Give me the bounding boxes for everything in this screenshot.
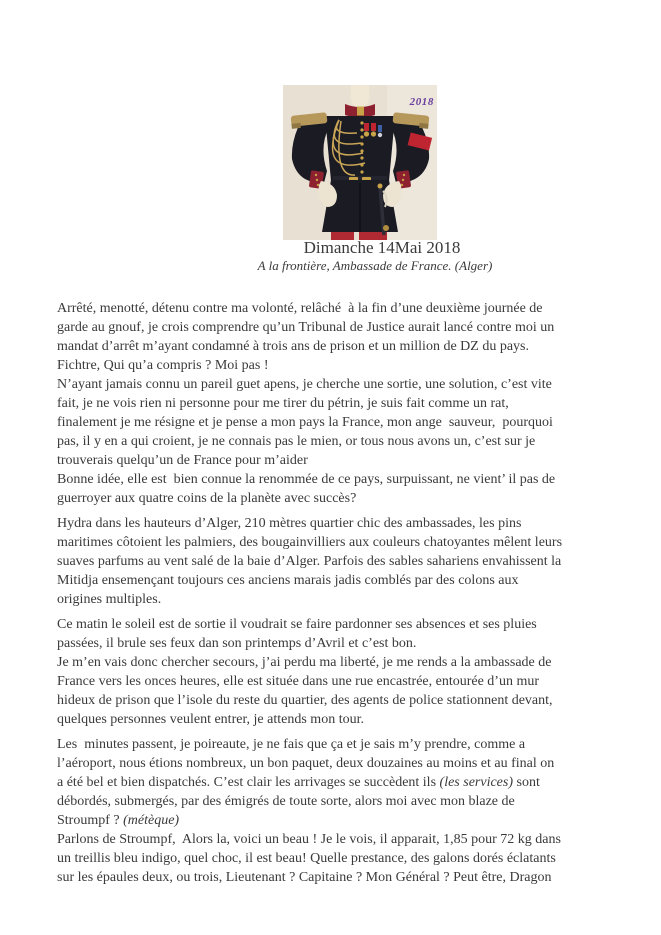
article-line: France vers les onces heures, elle est située dans une rue encastrée, entourée d’un mur [57,674,540,689]
article-line: l’aéroport, nous étions nombreux, un bon paquet, deux douzaines au moins et au final on [57,756,555,771]
article-segment: sont [513,775,540,790]
article-paragraph [57,299,617,508]
article-line: finalement je me résigne et je pense a mon pays la France, mon ange sauveur, pourquoi [57,415,553,430]
medals [364,123,382,137]
post-subtitle: A la frontière, Ambassade de France. (Alger) [257,258,493,273]
article-line: pas, il y en a qui croient, je ne connais pas le mien, or tous nous avons un, c’est sur je [57,434,536,449]
article-paragraph [57,735,617,887]
article-line: Bonne idée, elle est bien connue la renommée de ce pays, surpuissant, ne vient’ il pas de [57,472,556,487]
article-line: maritimes côtoient les palmiers, des bougainvilliers aux couleurs chatoyantes mêlent leurs [57,535,563,550]
mannequin-neck [351,85,370,108]
article-line: suaves parfums au vent salé de la baie d’Alger. Parfois des sables sahariens envahissent la [57,554,562,569]
article [57,299,617,893]
article-line: Ce matin le soleil est de sortie il voudrait se faire pardonner ses absences et ses pluies [57,617,537,632]
article-line: guerroyer aux quatre coins de la planète avec succès? [57,491,357,506]
article-line: Hydra dans les hauteurs d’Alger, 210 mètres quartier chic des ambassades, les pins [57,516,522,531]
article-italic-segment: (les services) [439,775,513,790]
article-line: fait, je ne vois rien ni personne pour me tirer du pétrin, je suis fait comme un rat, [57,396,509,411]
article-line: Parlons de Stroumpf, Alors la, voici un beau ! Je le vois, il apparait, 1,85 pour 72 kg dans [57,832,561,847]
article-line: N’ayant jamais connu un pareil guet apens, je cherche une sortie, une solution, c’est vite [57,377,552,392]
article-italic-segment: (métèque) [123,813,180,828]
article-line: Je m’en vais donc chercher secours, j’ai perdu ma liberté, je me rends a la ambassade de [57,655,552,670]
article-paragraph [57,514,617,609]
uniform-photo [283,85,437,240]
article-line: un treillis bleu indigo, quel choc, il est beau! Quelle prestance, des galons dorés éclatants [57,851,556,866]
article-line: quelques personnes veulent entrer, je attends mon tour. [57,712,364,727]
article-line: origines multiples. [57,592,162,607]
article-segment: a été bel et bien dispatchés. C’est clair les arrivages se succèdent ils [57,775,440,790]
article-line: Arrêté, menotté, détenu contre ma volonté, relâché à la fin d’une deuxième journée de [57,301,543,316]
article-paragraph [57,615,617,729]
article-line: Les minutes passent, je poireaute, je ne fais que ça et je sais m’y prendre, comme a [57,737,526,752]
article-line: hideux de prison que l’isole du reste du quartier, des agents de police stationnent devant, [57,693,553,708]
post-date: Dimanche 14Mai 2018 [303,238,461,257]
article-line: Mitidja ensemençant toujours ces anciens marais jadis comblés par des colons aux [57,573,519,588]
uniform-photo-illustration [283,85,437,240]
article-line [57,773,617,792]
article-line: garde au gnouf, je crois comprendre qu’un Tribunal de Justice aurait lancé contre moi un [57,320,555,335]
article-line: mandat d’arrêt m’ayant condamné à trois ans de prison et un million de DZ du pays. [57,339,529,354]
article-line: Fichtre, Qui qu’a compris ? Moi pas ! [57,358,269,373]
article-line: trouverais quelqu’un de France pour m’aider [57,453,308,468]
article-line [57,811,617,830]
article-line: sur les épaules deux, ou trois, Lieutenant ? Capitaine ? Mon Général ? Peut être, Dragon [57,870,552,885]
article-line: débordés, submergés, par des émigrés de toute sorte, alors moi avec mon blaze de [57,794,515,809]
article-line: passées, il brule ses feux dan son printemps d’Avril et c’est bon. [57,636,417,651]
article-segment: Stroumpf ? [57,813,124,828]
photo-year-watermark: 2018 [409,96,434,108]
